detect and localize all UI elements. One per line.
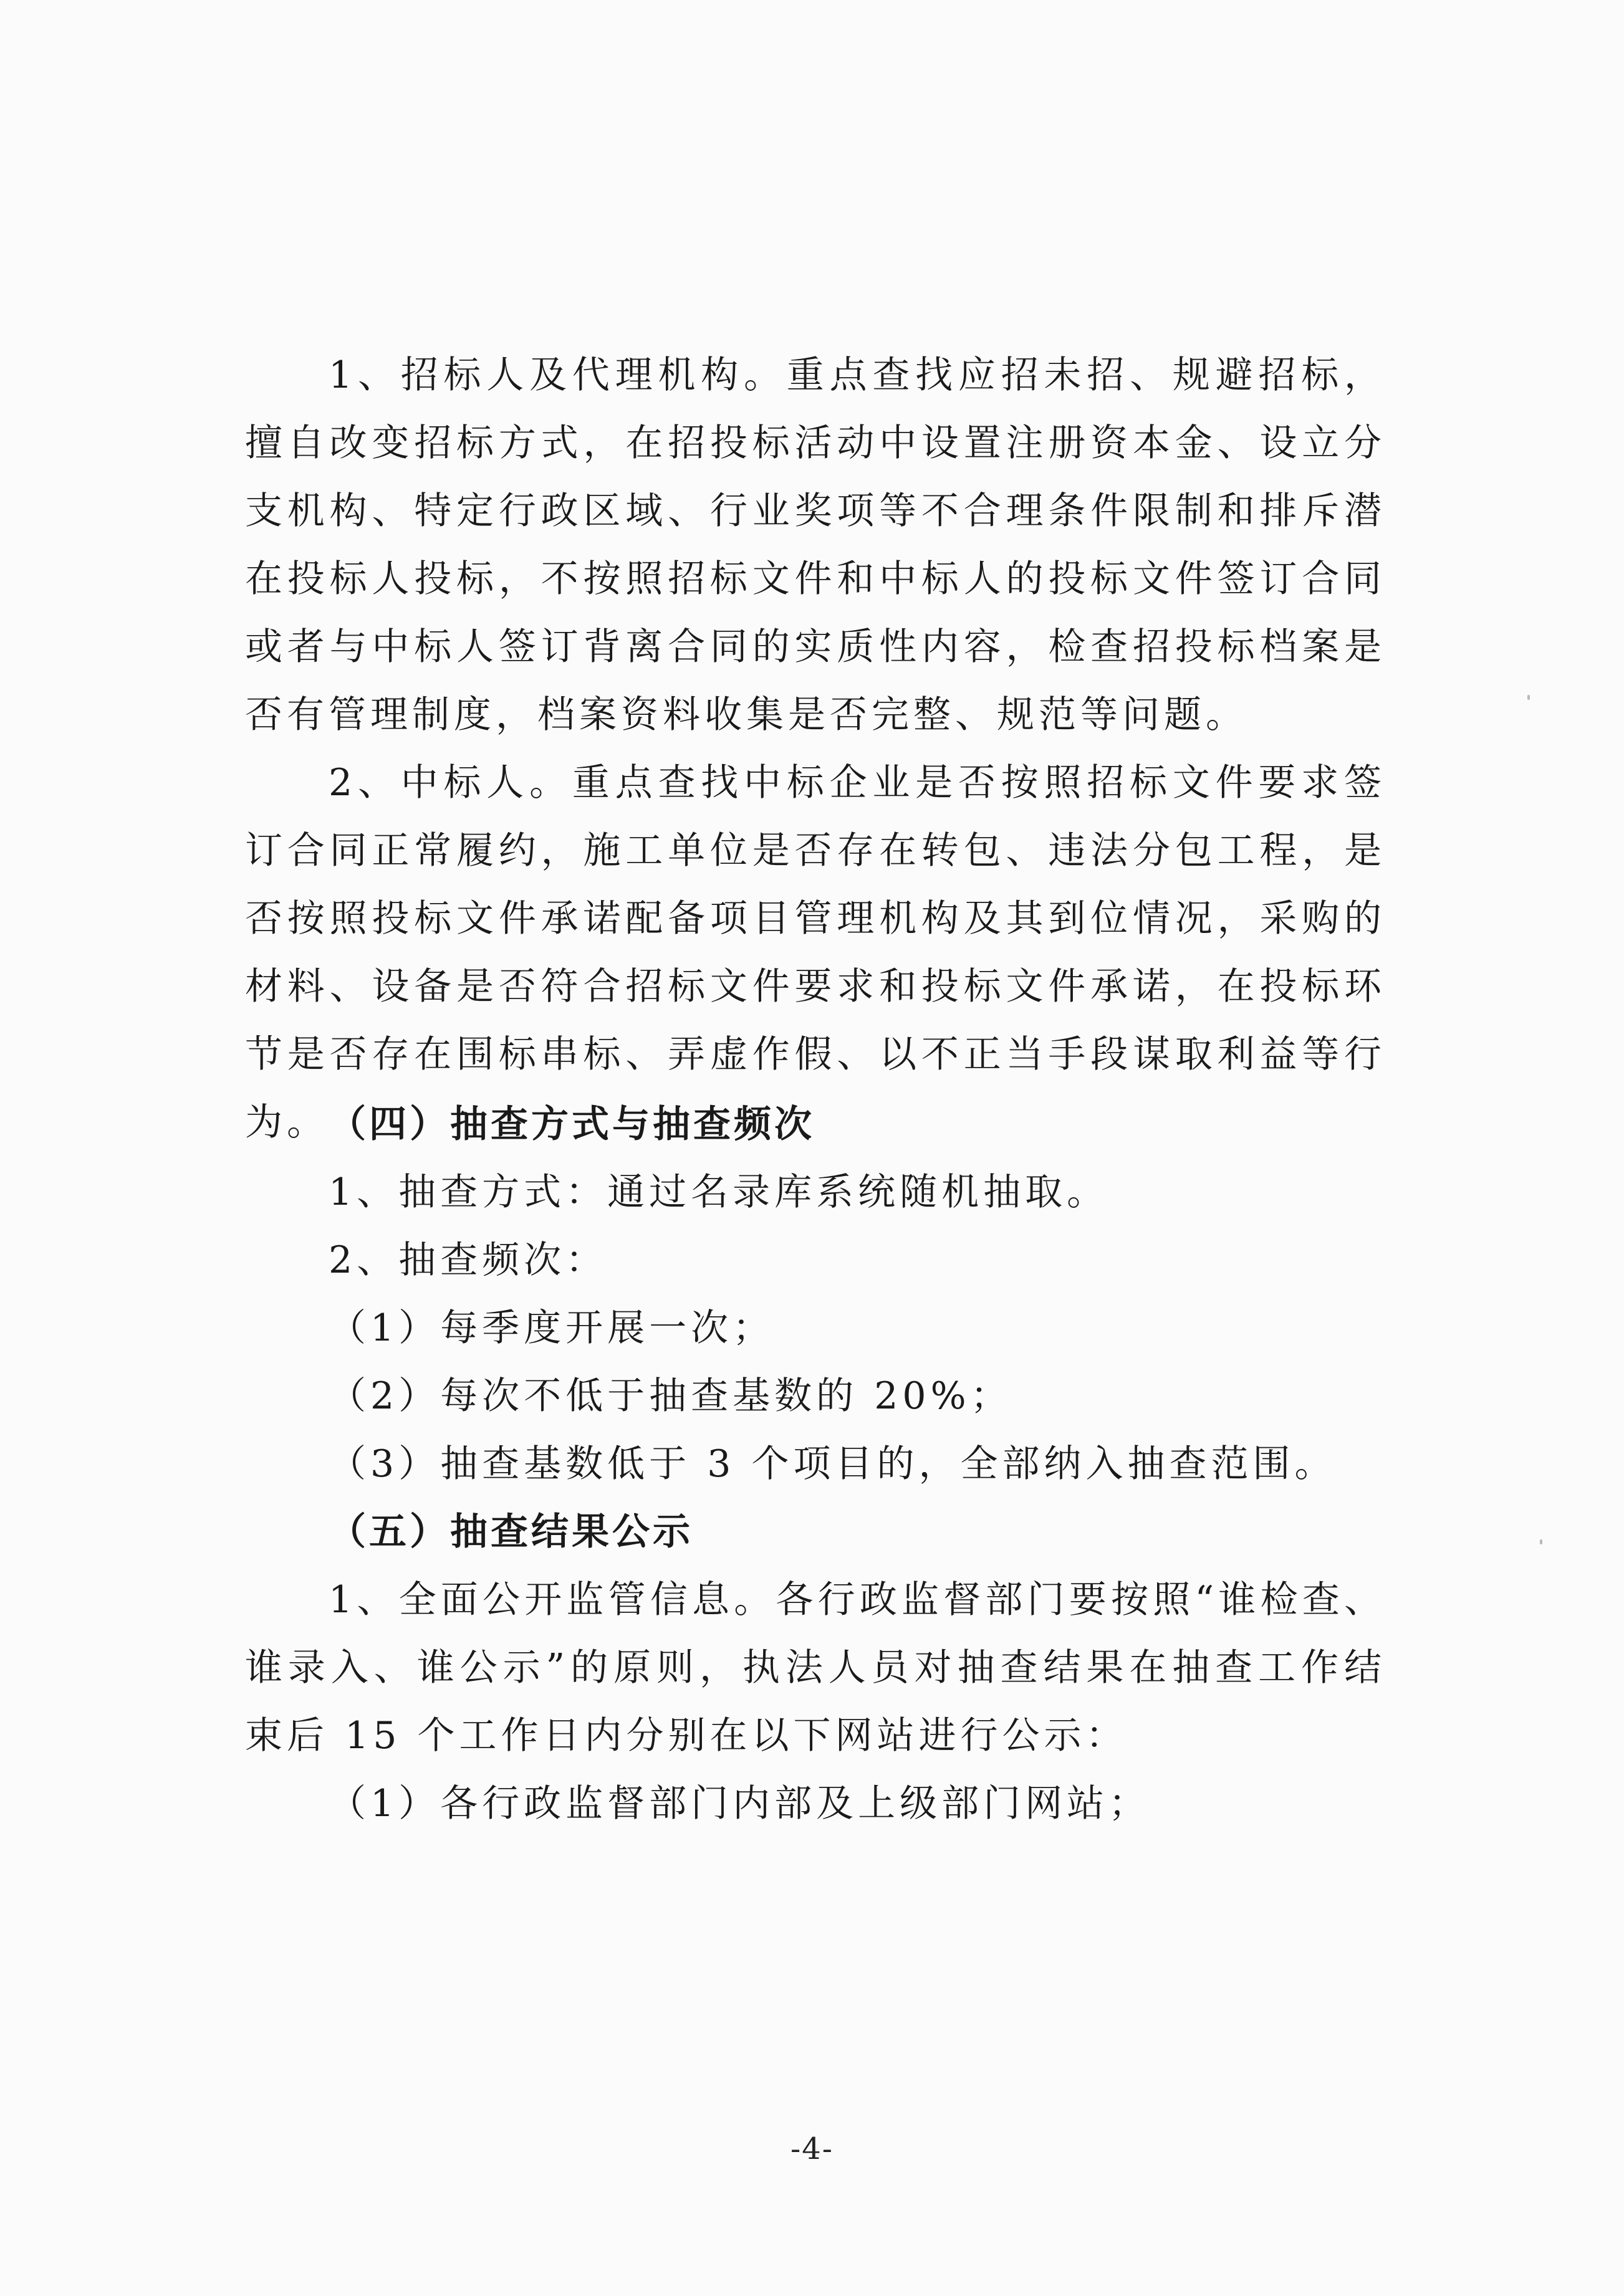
list-item-websites-1: （1）各行政监督部门内部及上级部门网站；	[329, 1782, 1151, 1825]
body-text-top	[245, 342, 1386, 1157]
list-item-frequency-1: （1）每季度开展一次；	[329, 1306, 775, 1350]
paragraph-tenderer-agency: 1、招标人及代理机构。重点查找应招未招、规避招标，擅自改变招标方式，在招投标活动中设置注册资本金、设立分支机构、特定行政区域、行业奖项等不合理条件限制和排斥潜在投标人投标，不按照招标文件和中标人的投标文件签订合同或者与中标人签订背离合同的实质性内容，检查招投标档案是否有管理制度，档案资料收集是否完整、规范等问题。	[245, 353, 1386, 737]
scan-speck	[1540, 1539, 1542, 1544]
list-item-frequency-3: （3）抽查基数低于 3 个项目的，全部纳入抽查范围。	[329, 1442, 1337, 1486]
paragraph-inspection-method: 1、抽查方式：通过名录库系统随机抽取。	[329, 1170, 1109, 1214]
body-text-bottom	[245, 1091, 1386, 1838]
paragraph-public-disclosure: 1、全面公开监管信息。各行政监督部门要按照“谁检查、谁录入、谁公示”的原则，执法人员对抽查结果在抽查工作结束后 15 个工作日内分别在以下网站进行公示：	[245, 1578, 1386, 1758]
section-heading-result-publicity: （五）抽查结果公示	[329, 1510, 693, 1554]
section-heading-inspection-method: （四）抽查方式与抽查频次	[329, 1103, 815, 1146]
paragraph-inspection-frequency: 2、抽查频次：	[329, 1238, 608, 1282]
paragraph-winning-bidder: 2、中标人。重点查找中标企业是否按照招标文件要求签订合同正常履约，施工单位是否存在转包、违法分包工程，是否按照投标文件承诺配备项目管理机构及其到位情况，采购的材料、设备是否符合招标文件要求和投标文件承诺，在投标环节是否存在围标串标、弄虚作假、以不正当手段谋取利益等行为。	[245, 761, 1386, 1144]
scan-speck	[1527, 695, 1530, 700]
list-item-frequency-2: （2）每次不低于抽查基数的 20%；	[329, 1374, 1012, 1418]
page-number: -4-	[790, 2131, 834, 2166]
